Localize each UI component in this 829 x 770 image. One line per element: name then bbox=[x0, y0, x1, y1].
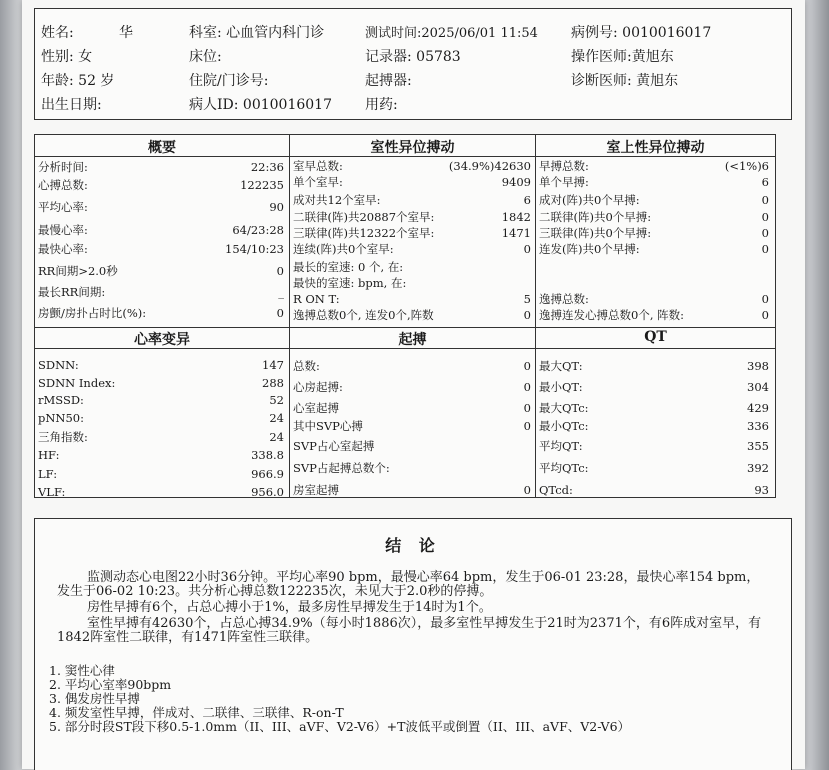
row-divider bbox=[35, 327, 775, 328]
summary-row: 最慢心率: 64/23:28 bbox=[38, 223, 284, 237]
conclusion-paragraph-atrial: 房性早搏有6个，占总心搏小于1%，最多房性早搏发生于14时为1个。 bbox=[87, 600, 492, 615]
ventricular-row: 三联律(阵)共12322个室早: 1471 bbox=[293, 226, 531, 240]
qt-row: 最大QTc: 429 bbox=[539, 401, 769, 415]
report-sheet bbox=[22, 0, 805, 769]
summary-title: 概要 bbox=[148, 140, 176, 156]
medication: 用药: bbox=[365, 97, 398, 113]
statistics-grid bbox=[34, 134, 776, 498]
ventricular-row: 二联律(阵)共20887个室早: 1842 bbox=[293, 210, 531, 224]
ventricular-row: 最长的室速: 0 个, 在: bbox=[293, 260, 404, 274]
qt-row: 平均QTc: 392 bbox=[539, 461, 769, 475]
diagnosis-doctor: 诊断医师: 黄旭东 bbox=[571, 73, 679, 89]
pacing-row: SVP占起搏总数个: bbox=[293, 461, 390, 475]
summary-row: 平均心率: 90 bbox=[38, 200, 284, 214]
hrv-row: rMSSD: 52 bbox=[38, 393, 284, 407]
pacing-row: SVP占心室起搏 bbox=[293, 439, 375, 453]
pacing-row: 心室起搏 0 bbox=[293, 401, 531, 415]
sex: 性别: 女 bbox=[41, 49, 93, 65]
pacing-title: 起搏 bbox=[398, 332, 427, 348]
qt-title: QT bbox=[644, 329, 667, 345]
bed: 床位: bbox=[189, 49, 222, 65]
hrv-title: 心率变异 bbox=[134, 332, 190, 348]
operator-doctor: 操作医师:黄旭东 bbox=[571, 49, 674, 65]
summary-row: 房颤/房扑占时比(%): 0 bbox=[38, 306, 284, 320]
supraventricular-row: 二联律(阵)共0个早搏: 0 bbox=[539, 210, 769, 224]
diagnosis-item: 4. 频发室性早搏，伴成对、二联律、三联律、R-on-T bbox=[49, 705, 344, 720]
qt-row: 最小QTc: 336 bbox=[539, 419, 769, 433]
hrv-row: pNN50: 24 bbox=[38, 411, 284, 425]
ventricular-title: 室性异位搏动 bbox=[370, 140, 455, 156]
patient-info-box bbox=[34, 8, 792, 120]
hrv-row: LF: 966.9 bbox=[38, 467, 284, 481]
name-value: 华 bbox=[119, 25, 133, 41]
ventricular-row: 室早总数: (34.9%)42630 bbox=[293, 159, 531, 173]
summary-row: 分析时间: 22:36 bbox=[38, 160, 284, 174]
conclusion-title: 结 论 bbox=[385, 536, 441, 555]
supraventricular-row: 单个早搏: 6 bbox=[539, 175, 769, 189]
supraventricular-row: 三联律(阵)共0个早搏: 0 bbox=[539, 226, 769, 240]
summary-row: RR间期>2.0秒 0 bbox=[38, 264, 284, 278]
diagnosis-item: 3. 偶发房性早搏 bbox=[49, 691, 140, 706]
pacemaker: 起搏器: bbox=[365, 73, 412, 89]
hrv-row: SDNN: 147 bbox=[38, 358, 284, 372]
conclusion-paragraph-summary: 监测动态心电图22小时36分钟。平均心率90 bpm，最慢心率64 bpm，发生于06-01 23:28，最快心率154 bpm，发生于06-02 10:23。共分析心搏总数122235次，未见大于2.0秒的停搏。 bbox=[57, 570, 760, 599]
qt-row: 最大QT: 398 bbox=[539, 359, 769, 373]
qt-row: 平均QT: 355 bbox=[539, 439, 769, 453]
conclusion-paragraph-ventricular: 室性早搏有42630个，占总心搏34.9%（每小时1886次），最多室性早搏发生于21时为2371个，有6阵成对室早，有1842阵室性二联律，有1471阵室性三联律。 bbox=[57, 616, 762, 645]
test-time: 测试时间:2025/06/01 11:54 bbox=[365, 26, 538, 41]
hrv-row: HF: 338.8 bbox=[38, 448, 284, 462]
supraventricular-row: 早搏总数: (<1%)6 bbox=[539, 159, 769, 173]
supraventricular-row: 逸搏连发心搏总数0个, 阵数: 0 bbox=[539, 308, 769, 322]
ventricular-row: 最快的室速: bpm, 在: bbox=[293, 276, 407, 290]
ventricular-row: 成对共12个室早: 6 bbox=[293, 193, 531, 207]
name-label: 姓名: bbox=[41, 25, 74, 41]
ventricular-row: 单个室早: 9409 bbox=[293, 175, 531, 189]
supraventricular-title: 室上性异位搏动 bbox=[606, 140, 705, 156]
pacing-row: 房室起搏 0 bbox=[293, 483, 531, 497]
supraventricular-row: 成对(阵)共0个早搏: 0 bbox=[539, 193, 769, 207]
summary-row: 最长RR间期: _ bbox=[38, 285, 284, 299]
pacing-row: 心房起搏: 0 bbox=[293, 380, 531, 394]
summary-row: 最快心率: 154/10:23 bbox=[38, 242, 284, 256]
supraventricular-row: 连发(阵)共0个早搏: 0 bbox=[539, 242, 769, 256]
ventricular-row: 连续(阵)共0个室早: 0 bbox=[293, 242, 531, 256]
pacing-row: 其中SVP心搏 0 bbox=[293, 419, 531, 433]
diagnosis-item: 5. 部分时段ST段下移0.5-1.0mm（II、III、aVF、V2-V6）+T波低平或倒置（II、III、aVF、V2-V6） bbox=[49, 719, 631, 734]
ventricular-row: R ON T: 5 bbox=[293, 292, 531, 306]
inpatient-number: 住院/门诊号: bbox=[189, 73, 269, 89]
case-number: 病例号: 0010016017 bbox=[571, 25, 712, 41]
hrv-row: VLF: 956.0 bbox=[38, 485, 284, 499]
column-divider bbox=[289, 135, 290, 497]
pacing-row: 总数: 0 bbox=[293, 359, 531, 373]
patient-id: 病人ID: 0010016017 bbox=[189, 97, 332, 113]
hrv-row: 三角指数: 24 bbox=[38, 430, 284, 444]
conclusion-box bbox=[34, 518, 792, 770]
diagnosis-item: 1. 窦性心律 bbox=[49, 663, 115, 678]
age: 年龄: 52 岁 bbox=[41, 73, 115, 89]
diagnosis-item: 2. 平均心室率90bpm bbox=[49, 677, 172, 692]
summary-row: 心搏总数: 122235 bbox=[38, 178, 284, 192]
supraventricular-row: 逸搏总数: 0 bbox=[539, 292, 769, 306]
qt-row: 最小QT: 304 bbox=[539, 380, 769, 394]
date-of-birth: 出生日期: bbox=[41, 97, 102, 113]
hrv-row: SDNN Index: 288 bbox=[38, 376, 284, 390]
column-divider bbox=[535, 135, 536, 497]
qt-row: QTcd: 93 bbox=[539, 483, 769, 497]
recorder: 记录器: 05783 bbox=[365, 49, 461, 65]
ventricular-row: 逸搏总数0个, 连发0个,阵数 0 bbox=[293, 308, 531, 322]
department: 科室: 心血管内科门诊 bbox=[189, 25, 325, 41]
